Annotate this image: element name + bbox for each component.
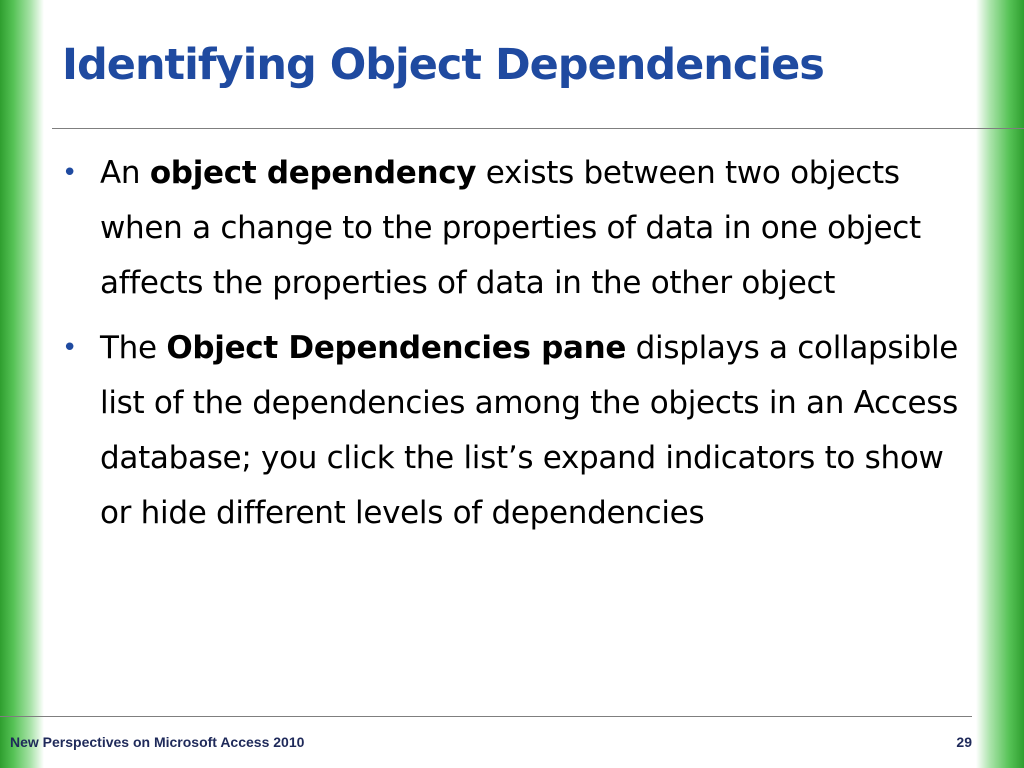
bullet-text-prefix: An (100, 155, 150, 191)
right-green-gradient-bar (976, 0, 1024, 768)
left-green-gradient-bar (0, 0, 44, 768)
footer-divider (0, 716, 972, 717)
bullet-bold-term: object dependency (149, 155, 477, 191)
title-divider (52, 128, 1024, 129)
slide-title: Identifying Object Dependencies (62, 40, 824, 90)
bullet-item-object-dependencies-pane (62, 321, 982, 541)
bullet-text-prefix: The (100, 330, 167, 366)
bullet-bold-term: Object Dependencies pane (166, 330, 627, 366)
bullet-text-body: displays a collapsible list of the dependencies among the objects in an Access database; you click the list’s expand indicators to show or hide different levels of dependencies (100, 330, 959, 531)
bullet-text-body: exists between two objects when a change to the properties of data in one object affects the properties of data in the other object (100, 155, 921, 301)
bullet-item-object-dependency (62, 146, 982, 311)
footer-course-title: New Perspectives on Microsoft Access 2010 (10, 734, 305, 750)
bullet-dot-icon: • (62, 333, 78, 363)
bullet-dot-icon: • (62, 158, 78, 188)
bullet-list (62, 146, 982, 551)
slide-page-number: 29 (956, 734, 972, 750)
